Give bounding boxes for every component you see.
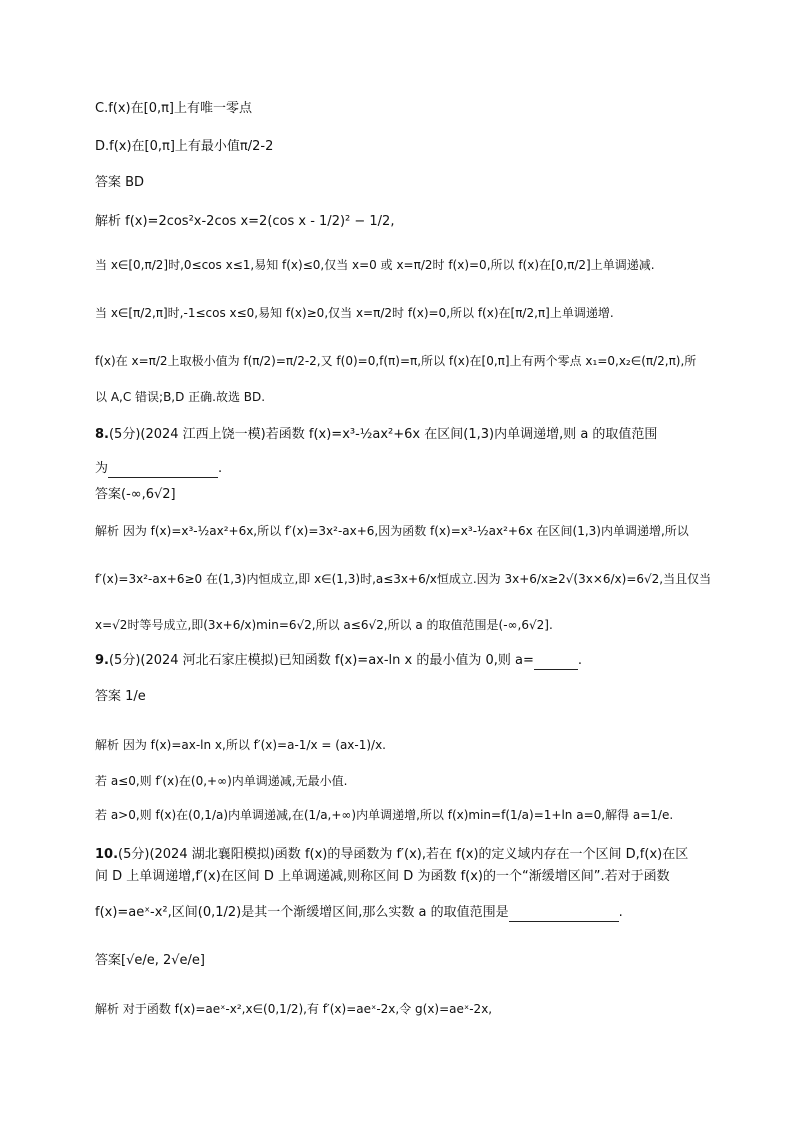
solution-8-line-2: f′(x)=3x²-ax+6≥0 在(1,3)内恒成立,即 x∈(1,3)时,a≤3x+6/x恒成立.因为 3x+6/x≥2√(3x×6/x)=6√2,当且仅当 (95, 572, 712, 586)
answer-blank (509, 907, 619, 922)
question-number: 8. (95, 427, 109, 442)
solution-7-line-3: 当 x∈[π/2,π]时,-1≤cos x≤0,易知 f(x)≥0,仅当 x=π/2时 f(x)=0,所以 f(x)在[π/2,π]上单调递增. (95, 306, 614, 320)
question-10-line-3: f(x)=aeˣ-x²,区间(0,1/2)是其一个渐缓增区间,那么实数 a 的取值范围是 . (95, 905, 623, 920)
solution-7-line-1: 解析 f(x)=2cos²x-2cos x=2(cos x - 1/2)² − 1/2, (95, 214, 395, 229)
solution-8-line-3: x=√2时等号成立,即(3x+6/x)min=6√2,所以 a≤6√2,所以 a 的取值范围是(-∞,6√2]. (95, 618, 553, 632)
solution-9-line-3: 若 a>0,则 f(x)在(0,1/a)内单调递减,在(1/a,+∞)内单调递增,所以 f(x)min=f(1/a)=1+ln a=0,解得 a=1/e. (95, 808, 674, 822)
question-number: 10. (95, 847, 119, 862)
question-number: 9. (95, 653, 109, 668)
solution-7-line-2: 当 x∈[0,π/2]时,0≤cos x≤1,易知 f(x)≤0,仅当 x=0 或 x=π/2时 f(x)=0,所以 f(x)在[0,π/2]上单调递减. (95, 258, 655, 272)
solution-8-line-1: 解析 因为 f(x)=x³-½ax²+6x,所以 f′(x)=3x²-ax+6,因为函数 f(x)=x³-½ax²+6x 在区间(1,3)内单调递增,所以 (95, 524, 689, 538)
question-8-line-2: 为 . (95, 461, 223, 476)
option-d: D.f(x)在[0,π]上有最小值π/2-2 (95, 139, 274, 154)
answer-blank (534, 655, 578, 670)
solution-10-line-1: 解析 对于函数 f(x)=aeˣ-x²,x∈(0,1/2),有 f′(x)=aeˣ-2x,令 g(x)=aeˣ-2x, (95, 1002, 493, 1016)
answer-7: 答案 BD (95, 175, 145, 190)
solution-9-line-1: 解析 因为 f(x)=ax-ln x,所以 f′(x)=a-1/x = (ax-1)/x. (95, 738, 387, 752)
question-8: 8.(5分)(2024 江西上饶一模)若函数 f(x)=x³-½ax²+6x 在区间(1,3)内单调递增,则 a 的取值范围 (95, 427, 658, 442)
question-10: 10.(5分)(2024 湖北襄阳模拟)函数 f(x)的导函数为 f′(x),若在 f(x)的定义域内存在一个区间 D,f(x)在区 (95, 847, 689, 862)
question-10-line-2: 间 D 上单调递增,f′(x)在区间 D 上单调递减,则称区间 D 为函数 f(x)的一个“渐缓增区间”.若对于函数 (95, 869, 670, 884)
option-c: C.f(x)在[0,π]上有唯一零点 (95, 101, 252, 116)
solution-7-line-4: f(x)在 x=π/2上取极小值为 f(π/2)=π/2-2,又 f(0)=0,f(π)=π,所以 f(x)在[0,π]上有两个零点 x₁=0,x₂∈(π/2,π),所 (95, 354, 697, 368)
answer-8: 答案(-∞,6√2] (95, 487, 176, 502)
answer-10: 答案[√e/e, 2√e/e] (95, 953, 205, 968)
solution-9-line-2: 若 a≤0,则 f′(x)在(0,+∞)内单调递减,无最小值. (95, 774, 348, 788)
question-9: 9.(5分)(2024 河北石家庄模拟)已知函数 f(x)=ax-ln x 的最小值为 0,则 a= . (95, 653, 583, 668)
solution-7-line-5: 以 A,C 错误;B,D 正确.故选 BD. (95, 390, 266, 404)
answer-blank (108, 463, 218, 478)
answer-9: 答案 1/e (95, 689, 146, 704)
